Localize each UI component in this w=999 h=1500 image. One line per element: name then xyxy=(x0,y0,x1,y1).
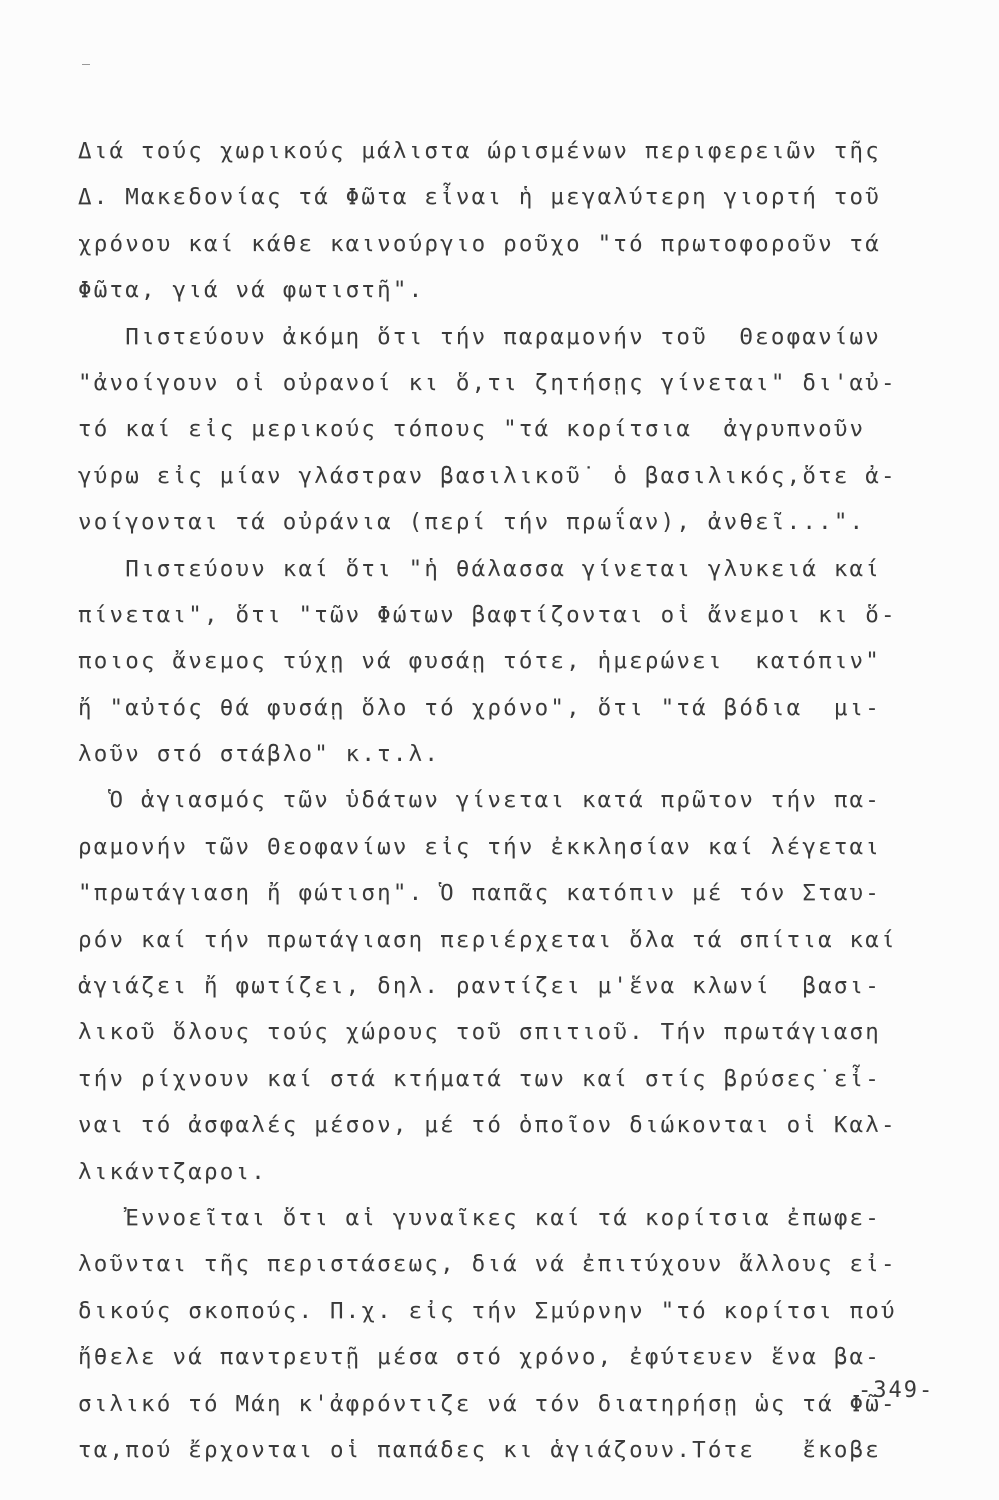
text-line: λοῦν στό στάβλο" κ.τ.λ. xyxy=(78,741,441,768)
text-line: ποιος ἄνεμος τύχῃ νά φυσάῃ τότε, ἡμερώνει κατόπιν" xyxy=(78,648,882,675)
text-line: σιλικό τό Μάη κ'ἀφρόντιζε νά τόν διατηρήσῃ ὡς τά Φῶ- xyxy=(78,1390,897,1417)
text-line: γύρω εἰς μίαν γλάστραν βασιλικοῦ˙ ὁ βασιλικός,ὅτε ἀ- xyxy=(78,462,897,489)
text-line: πίνεται", ὅτι "τῶν Φώτων βαφτίζονται οἱ ἄνεμοι κι ὅ- xyxy=(78,601,897,628)
text-line: χρόνου καί κάθε καινούργιο ροῦχο "τό πρωτοφοροῦν τά xyxy=(78,230,882,257)
text-line: ἤθελε νά παντρευτῇ μέσα στό χρόνο, ἐφύτευεν ἕνα βα- xyxy=(78,1344,882,1371)
text-line: τό καί εἰς μερικούς τόπους "τά κορίτσια ἀγρυπνοῦν xyxy=(78,416,866,443)
text-line: Ἐννοεῖται ὅτι αἱ γυναῖκες καί τά κορίτσια ἐπωφε- xyxy=(78,1204,882,1231)
text-line: Πιστεύουν καί ὅτι "ἡ θάλασσα γίνεται γλυκειά καί xyxy=(78,555,882,582)
text-line: ρόν καί τήν πρωτάγιαση περιέρχεται ὅλα τά σπίτια καί xyxy=(78,926,897,953)
text-line: Ὁ ἁγιασμός τῶν ὑδάτων γίνεται κατά πρῶτον τήν πα- xyxy=(78,787,882,814)
text-line: Δ. Μακεδονίας τά Φῶτα εἶναι ἡ μεγαλύτερη γιορτή τοῦ xyxy=(78,184,882,211)
text-line: Διά τούς χωρικούς μάλιστα ώρισμένων περιφερειῶν τῆς xyxy=(78,138,882,164)
text-line: "πρωτάγιαση ἤ φώτιση". Ὁ παπᾶς κατόπιν μέ τόν Σταυ- xyxy=(78,880,882,907)
text-line: τήν ρίχνουν καί στά κτήματά των καί στίς βρύσες˙εἶ- xyxy=(78,1065,882,1092)
text-line: Φῶτα, γιά νά φωτιστῆ". xyxy=(78,277,425,304)
body-text xyxy=(78,128,958,1473)
text-line: ἤ "αὐτός θά φυσάῃ ὅλο τό χρόνο", ὅτι "τά βόδια μι- xyxy=(78,694,882,721)
text-line: ἁγιάζει ἤ φωτίζει, δηλ. ραντίζει μ'ἕνα κλωνί βασι- xyxy=(78,973,882,1000)
text-line: ναι τό ἀσφαλές μέσον, μέ τό ὁποῖον διώκονται οἱ Καλ- xyxy=(78,1112,897,1139)
text-line: λικάντζαροι. xyxy=(78,1158,267,1185)
text-line: ραμονήν τῶν Θεοφανίων εἰς τήν ἐκκλησίαν καί λέγεται xyxy=(78,833,882,860)
scan-mark xyxy=(82,64,90,65)
text-line: λοῦνται τῆς περιστάσεως, διά νά ἐπιτύχουν ἄλλους εἰ- xyxy=(78,1251,897,1278)
text-line: λικοῦ ὅλους τούς χώρους τοῦ σπιτιοῦ. Τήν πρωτάγιαση xyxy=(78,1019,882,1046)
text-line: νοίγονται τά οὐράνια (περί τήν πρωΐαν), ἀνθεῖ...". xyxy=(78,509,866,536)
text-line: "ἀνοίγουν οἱ οὐρανοί κι ὅ,τι ζητήσῃς γίνεται" δι'αὐ- xyxy=(78,369,897,396)
text-line: τα,πού ἔρχονται οἱ παπάδες κι ἁγιάζουν.Τότε ἔκοβε xyxy=(78,1436,882,1463)
page-number: -349- xyxy=(858,1378,935,1403)
text-line: Πιστεύουν ἀκόμη ὅτι τήν παραμονήν τοῦ Θεοφανίων xyxy=(78,323,882,350)
text-line: δικούς σκοπούς. Π.χ. εἰς τήν Σμύρνην "τό κορίτσι πού xyxy=(78,1297,897,1324)
